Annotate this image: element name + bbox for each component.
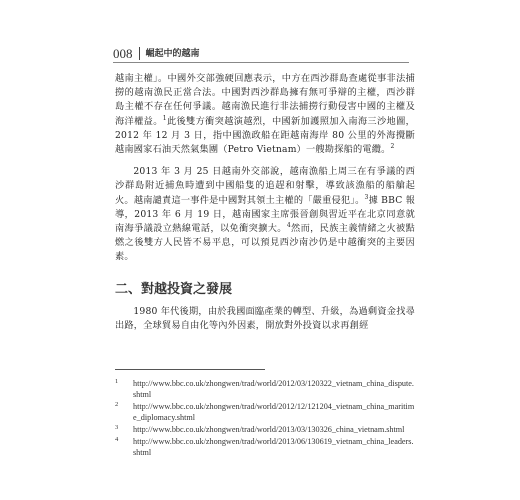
- section-paragraph: 1980 年代後期，由於我國面臨產業的轉型、升級，為過剩資金找尋出路，全球貿易自由化等內外因素，開放對外投資以求再創經: [115, 305, 415, 331]
- footnote-marker: 4: [115, 436, 119, 443]
- footnote-3: [115, 424, 415, 435]
- book-title: 崛起中的越南: [145, 49, 200, 59]
- text-run: 然而，民族主義情緒之火被點燃之後雙方人民皆不易平息，可以預見西沙南沙仍是中越衝突的主要因素。: [115, 223, 415, 263]
- footnote-ref-2[interactable]: 2: [390, 142, 395, 150]
- footnote-link[interactable]: http://www.bbc.co.uk/zhongwen/trad/world/2013/06/130619_vietnam_china_leaders.shtml: [133, 437, 414, 457]
- footnote-2: [115, 401, 415, 423]
- footnote-link[interactable]: http://www.bbc.co.uk/zhongwen/trad/world/2013/03/130326_china_vietnam.shtml: [133, 425, 405, 434]
- footnote-link[interactable]: http://www.bbc.co.uk/zhongwen/trad/world/2012/12/121204_vietnam_china_maritime_diplomacy.shtml: [133, 402, 415, 422]
- running-header: [113, 44, 413, 60]
- text-run: 此後雙方衝突越演越烈，中國新加護照加入南海三沙地圖，2012 年 12 月 3 日，指中國漁政船在距越南海岸 80 公里的外海攪斷越南國家石油天然氣集團（Petro Vietnam）一艘勘探船的電纜。: [115, 115, 416, 156]
- footnote-1: [115, 378, 415, 400]
- footnote-link[interactable]: http://www.bbc.co.uk/zhongwen/trad/world/2012/03/120322_vietnam_china_dispute.shtml: [133, 379, 414, 399]
- page-number: 008: [113, 46, 133, 61]
- paragraph-2: [115, 165, 415, 264]
- footnotes: [115, 378, 415, 459]
- header-rule: [113, 62, 409, 63]
- header-separator: [139, 47, 140, 60]
- text-run: 2013 年 3 月 25 日越南外交部說，越南漁船上周三在有爭議的西沙群島附近捕魚時遭到中國船隻的追趕和射擊，導致該漁船的船艙起火。越南譴責這一事件是中國對其領土主權的「嚴重侵犯」。: [115, 166, 415, 206]
- section-heading: 二、對越投資之發展: [115, 281, 233, 297]
- footnote-rule: [115, 369, 265, 370]
- footnote-marker: 3: [115, 424, 119, 431]
- footnote-ref-1[interactable]: 1: [162, 114, 167, 122]
- footnote-marker: 2: [115, 401, 119, 408]
- footnote-4: [115, 436, 415, 458]
- footnote-ref-3[interactable]: 3: [364, 193, 369, 201]
- paragraph-1: [115, 72, 415, 157]
- footnote-marker: 1: [115, 378, 119, 385]
- text-run: 據 BBC 報導，2013 年 6 月 19 日，越南國家主席張晉創與習近平在北京同意就南海爭議設立熱線電話，以免衝突擴大。: [115, 194, 415, 235]
- body-text: [115, 72, 415, 333]
- text-run: 越南主權」。中國外交部強硬回應表示，中方在西沙群島查處從事非法捕撈的越南漁民正當合法。中國對西沙群島擁有無可爭辯的主權，西沙群島主權不存在任何爭議。越南漁民進行非法捕撈行動侵害中國的主權及海洋權益。: [115, 73, 415, 127]
- footnote-ref-4[interactable]: 4: [286, 221, 291, 229]
